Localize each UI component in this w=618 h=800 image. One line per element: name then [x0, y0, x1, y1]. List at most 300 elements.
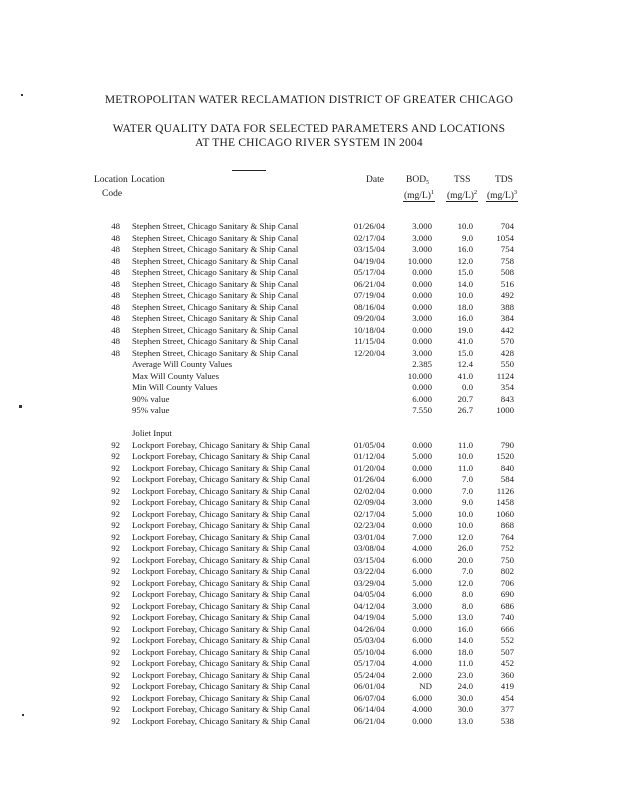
tss-cell: 12.0 — [457, 531, 473, 542]
bod-cell: 3.000 — [412, 313, 432, 323]
tss-cell: 11.0 — [457, 462, 473, 473]
location-code-cell: 92 — [111, 451, 120, 461]
tss-cell: 26.0 — [457, 543, 473, 553]
scan-speck — [21, 94, 23, 96]
summary-label: Min Will County Values — [132, 382, 218, 392]
table-row — [0, 313, 618, 325]
bod-cell: 6.000 — [412, 474, 432, 484]
bod-cell: 3.000 — [412, 600, 432, 611]
tss-cell: 18.0 — [457, 301, 473, 312]
location-cell: Lockport Forebay, Chicago Sanitary & Ship Canal — [132, 600, 311, 611]
tds-cell: 868 — [500, 520, 514, 530]
bod-header-underline — [403, 201, 435, 202]
bod-cell: 0.000 — [412, 290, 432, 300]
table-row — [0, 658, 618, 670]
date-cell: 03/15/04 — [353, 554, 385, 565]
tds-cell: 1458 — [496, 497, 514, 507]
location-cell: Lockport Forebay, Chicago Sanitary & Ship Canal — [132, 462, 311, 473]
location-code-cell: 92 — [111, 554, 120, 565]
table-row — [0, 681, 618, 693]
date-cell: 05/24/04 — [353, 669, 385, 680]
location-code-cell: 48 — [111, 324, 120, 335]
location-header: Location — [131, 175, 165, 185]
location-code-cell: 92 — [111, 474, 120, 484]
date-cell: 04/26/04 — [353, 623, 385, 634]
lockport-forebay-section — [0, 440, 618, 728]
bod-cell: 2.000 — [412, 669, 432, 680]
location-code-cell: 48 — [111, 244, 120, 254]
table-row — [0, 451, 618, 463]
tds-cell: 1124 — [496, 370, 514, 381]
tss-cell: 15.0 — [457, 267, 473, 277]
tss-cell: 15.0 — [457, 347, 473, 358]
date-cell: 01/05/04 — [353, 439, 385, 450]
location-code-cell: 92 — [111, 669, 120, 680]
tds-cell: 1000 — [496, 405, 514, 415]
location-cell: Stephen Street, Chicago Sanitary & Ship Canal — [132, 221, 299, 231]
location-code-cell: 92 — [111, 497, 120, 507]
location-code-cell: 92 — [111, 508, 120, 519]
table-row — [0, 256, 618, 268]
bod-cell: 0.000 — [412, 439, 432, 450]
table-row — [0, 267, 618, 279]
location-cell: Stephen Street, Chicago Sanitary & Ship Canal — [132, 301, 299, 312]
tds-cell: 454 — [500, 692, 514, 703]
table-row — [0, 221, 618, 233]
bod-cell: 6.000 — [412, 554, 432, 565]
location-cell: Lockport Forebay, Chicago Sanitary & Ship Canal — [132, 566, 311, 576]
tss-cell: 7.0 — [462, 474, 473, 484]
tds-cell: 419 — [500, 681, 514, 691]
location-cell: Stephen Street, Chicago Sanitary & Ship Canal — [132, 232, 299, 243]
table-row — [0, 670, 618, 682]
location-code-cell: 92 — [111, 704, 120, 714]
bod-cell: 6.000 — [412, 589, 432, 599]
tds-cell: 507 — [500, 646, 514, 657]
table-row — [0, 612, 618, 624]
tds-cell: 538 — [500, 715, 514, 726]
date-cell: 08/16/04 — [353, 301, 385, 312]
summary-row — [0, 382, 618, 394]
table-row — [0, 302, 618, 314]
bod-cell: 3.000 — [412, 232, 432, 243]
tds-cell: 1126 — [496, 485, 514, 496]
table-row — [0, 463, 618, 475]
date-cell: 04/05/04 — [353, 589, 385, 599]
bod-cell: 6.000 — [412, 692, 432, 703]
table-row — [0, 348, 618, 360]
location-cell: Lockport Forebay, Chicago Sanitary & Ship Canal — [132, 623, 311, 634]
location-cell: Lockport Forebay, Chicago Sanitary & Ship Canal — [132, 474, 311, 484]
tds-cell: 840 — [500, 462, 514, 473]
tds-cell: 758 — [500, 255, 514, 266]
tds-cell: 570 — [500, 336, 514, 346]
summary-row — [0, 371, 618, 383]
table-row — [0, 704, 618, 716]
tss-cell: 10.0 — [457, 221, 473, 231]
location-cell: Lockport Forebay, Chicago Sanitary & Ship Canal — [132, 577, 311, 588]
location-code-cell: 92 — [111, 612, 120, 622]
location-code-cell: 48 — [111, 232, 120, 243]
tds-cell: 516 — [500, 278, 514, 289]
tds-cell: 1054 — [496, 232, 514, 243]
date-cell: 02/09/04 — [353, 497, 385, 507]
location-code-cell: 92 — [111, 646, 120, 657]
location-cell: Lockport Forebay, Chicago Sanitary & Ship Canal — [132, 520, 311, 530]
tds-cell: 552 — [500, 635, 514, 645]
tds-cell: 377 — [500, 704, 514, 714]
bod-cell: 3.000 — [412, 221, 432, 231]
summary-row — [0, 359, 618, 371]
tss-cell: 8.0 — [462, 589, 473, 599]
location-code-cell: 92 — [111, 566, 120, 576]
tds-cell: 360 — [500, 669, 514, 680]
tss-cell: 0.0 — [462, 382, 473, 392]
table-row — [0, 520, 618, 532]
tds-cell: 802 — [500, 566, 514, 576]
date-cell: 01/12/04 — [353, 451, 385, 461]
table-row — [0, 716, 618, 728]
bod-cell: 0.000 — [412, 715, 432, 726]
location-cell: Lockport Forebay, Chicago Sanitary & Ship Canal — [132, 704, 311, 714]
bod-cell: 5.000 — [412, 508, 432, 519]
location-cell: Lockport Forebay, Chicago Sanitary & Ship Canal — [132, 589, 311, 599]
location-cell: Lockport Forebay, Chicago Sanitary & Ship Canal — [132, 715, 311, 726]
date-cell: 04/19/04 — [353, 612, 385, 622]
tss-cell: 12.0 — [457, 255, 473, 266]
tss-cell: 14.0 — [457, 635, 473, 645]
bod-cell: 7.000 — [412, 531, 432, 542]
tss-units-header: $(mg/L)^2$ — [447, 189, 478, 202]
bod-cell: 6.000 — [412, 646, 432, 657]
tss-cell: 18.0 — [457, 646, 473, 657]
date-cell: 09/20/04 — [353, 313, 385, 323]
location-code-cell: 48 — [111, 347, 120, 358]
table-row — [0, 589, 618, 601]
will-county-summary — [0, 359, 618, 417]
table-row — [0, 532, 618, 544]
bod-cell: 0.000 — [412, 623, 432, 634]
tds-header: TDS — [495, 175, 513, 185]
stephen-street-section — [0, 221, 618, 359]
bod-cell: 6.000 — [412, 566, 432, 576]
table-row — [0, 325, 618, 337]
bod-cell: 6.000 — [412, 393, 432, 404]
bod-cell: 7.550 — [412, 405, 432, 415]
bod-units-header: $(mg/L)^1$ — [404, 189, 435, 202]
tss-header: TSS — [454, 175, 471, 185]
date-cell: 11/15/04 — [354, 336, 385, 346]
date-cell: 05/17/04 — [353, 267, 385, 277]
tss-cell: 24.0 — [457, 681, 473, 691]
bod-header: BOD₅ — [406, 175, 430, 185]
date-cell: 12/20/04 — [353, 347, 385, 358]
organization-title: METROPOLITAN WATER RECLAMATION DISTRICT OF GREATER CHICAGO — [104, 94, 514, 106]
bod-cell: 3.000 — [412, 497, 432, 507]
location-cell: Lockport Forebay, Chicago Sanitary & Ship Canal — [132, 692, 311, 703]
location-cell: Stephen Street, Chicago Sanitary & Ship Canal — [132, 255, 299, 266]
location-cell: Lockport Forebay, Chicago Sanitary & Ship Canal — [132, 508, 311, 519]
location-cell: Lockport Forebay, Chicago Sanitary & Ship Canal — [132, 612, 311, 622]
location-code-cell: 92 — [111, 681, 120, 691]
bod-cell: 4.000 — [412, 658, 432, 668]
tds-cell: 764 — [500, 531, 514, 542]
report-title-line-2: AT THE CHICAGO RIVER SYSTEM IN 2004 — [195, 137, 423, 149]
bod-cell: ND — [419, 681, 432, 691]
location-code-cell: 92 — [111, 623, 120, 634]
tds-units-header: $(mg/L)^3$ — [487, 189, 518, 202]
table-row — [0, 578, 618, 590]
date-cell: 06/01/04 — [353, 681, 385, 691]
bod-cell: 10.000 — [407, 255, 432, 266]
tds-cell: 354 — [500, 382, 514, 392]
location-code-cell: 92 — [111, 577, 120, 588]
tss-cell: 7.0 — [462, 485, 473, 496]
tss-cell: 20.0 — [457, 554, 473, 565]
location-code-cell: 92 — [111, 715, 120, 726]
bod-cell: 3.000 — [412, 347, 432, 358]
date-cell: 01/20/04 — [353, 462, 385, 473]
tds-cell: 584 — [500, 474, 514, 484]
tds-cell: 706 — [500, 577, 514, 588]
location-cell: Stephen Street, Chicago Sanitary & Ship Canal — [132, 267, 299, 277]
location-cell: Lockport Forebay, Chicago Sanitary & Ship Canal — [132, 554, 311, 565]
location-cell: Lockport Forebay, Chicago Sanitary & Ship Canal — [132, 485, 311, 496]
tss-cell: 41.0 — [457, 370, 473, 381]
summary-label: 95% value — [132, 405, 170, 415]
tds-cell: 508 — [500, 267, 514, 277]
date-cell: 06/07/04 — [353, 692, 385, 703]
date-cell: 06/14/04 — [353, 704, 385, 714]
location-cell: Stephen Street, Chicago Sanitary & Ship Canal — [132, 324, 299, 335]
scan-speck — [22, 714, 24, 716]
location-code-cell: 48 — [111, 278, 120, 289]
bod-cell: 0.000 — [412, 278, 432, 289]
location-cell: Stephen Street, Chicago Sanitary & Ship Canal — [132, 313, 299, 323]
bod-cell: 2.385 — [412, 359, 432, 369]
location-cell: Lockport Forebay, Chicago Sanitary & Ship Canal — [132, 497, 311, 507]
location-cell: Lockport Forebay, Chicago Sanitary & Ship Canal — [132, 681, 311, 691]
tds-cell: 666 — [500, 623, 514, 634]
tss-cell: 12.0 — [457, 577, 473, 588]
tds-cell: 428 — [500, 347, 514, 358]
section-subheader — [0, 428, 618, 440]
table-row — [0, 566, 618, 578]
bod-cell: 5.000 — [412, 451, 432, 461]
summary-row — [0, 405, 618, 417]
tss-cell: 30.0 — [457, 704, 473, 714]
date-cell: 02/17/04 — [353, 508, 385, 519]
location-code-cell: 48 — [111, 336, 120, 346]
table-row — [0, 279, 618, 291]
table-row — [0, 543, 618, 555]
tds-cell: 550 — [500, 359, 514, 369]
bod-cell: 10.000 — [407, 370, 432, 381]
location-cell: Stephen Street, Chicago Sanitary & Ship Canal — [132, 336, 299, 346]
data-table — [0, 221, 618, 727]
tss-cell: 16.0 — [457, 244, 473, 254]
date-cell: 03/01/04 — [353, 531, 385, 542]
date-cell: 01/26/04 — [353, 221, 385, 231]
location-code-header-line-2: Code — [102, 189, 123, 199]
tds-cell: 1520 — [496, 451, 514, 461]
tds-header-underline — [486, 201, 518, 202]
location-code-cell: 92 — [111, 635, 120, 645]
date-cell: 04/12/04 — [353, 600, 385, 611]
table-row — [0, 233, 618, 245]
summary-label: Average Will County Values — [132, 359, 233, 369]
date-cell: 05/10/04 — [353, 646, 385, 657]
tss-cell: 19.0 — [457, 324, 473, 335]
bod-cell: 0.000 — [412, 301, 432, 312]
table-row — [0, 555, 618, 567]
date-cell: 02/23/04 — [353, 520, 385, 530]
date-cell: 05/03/04 — [353, 635, 385, 645]
table-row — [0, 336, 618, 348]
location-cell: Lockport Forebay, Chicago Sanitary & Ship Canal — [132, 543, 311, 553]
location-code-cell: 48 — [111, 301, 120, 312]
date-cell: 03/08/04 — [353, 543, 385, 553]
table-row — [0, 290, 618, 302]
tds-cell: 384 — [500, 313, 514, 323]
location-code-cell: 48 — [111, 221, 120, 231]
date-cell: 01/26/04 — [353, 474, 385, 484]
date-header: Date — [366, 175, 384, 185]
location-code-cell: 92 — [111, 439, 120, 450]
location-cell: Stephen Street, Chicago Sanitary & Ship Canal — [132, 290, 299, 300]
table-row — [0, 509, 618, 521]
location-code-cell: 48 — [111, 267, 120, 277]
tss-cell: 10.0 — [457, 508, 473, 519]
tds-cell: 452 — [500, 658, 514, 668]
bod-cell: 0.000 — [412, 267, 432, 277]
location-cell: Stephen Street, Chicago Sanitary & Ship Canal — [132, 347, 299, 358]
tss-cell: 10.0 — [457, 290, 473, 300]
bod-cell: 0.000 — [412, 382, 432, 392]
tss-cell: 10.0 — [457, 520, 473, 530]
tss-cell: 16.0 — [457, 623, 473, 634]
tss-cell: 30.0 — [457, 692, 473, 703]
tds-cell: 388 — [500, 301, 514, 312]
date-cell: 06/21/04 — [353, 278, 385, 289]
date-cell: 03/29/04 — [353, 577, 385, 588]
summary-label: Max Will County Values — [132, 370, 220, 381]
bod-cell: 6.000 — [412, 635, 432, 645]
table-row — [0, 244, 618, 256]
location-cell: Lockport Forebay, Chicago Sanitary & Ship Canal — [132, 635, 311, 645]
tss-cell: 20.7 — [457, 393, 473, 404]
tss-cell: 13.0 — [457, 612, 473, 622]
date-cell: 04/19/04 — [353, 255, 385, 266]
date-cell: 03/15/04 — [353, 244, 385, 254]
tss-cell: 8.0 — [462, 600, 473, 611]
table-row — [0, 693, 618, 705]
table-row — [0, 440, 618, 452]
table-row — [0, 497, 618, 509]
location-code-cell: 92 — [111, 658, 120, 668]
joliet-input-label: Joliet Input — [132, 428, 172, 438]
tds-cell: 442 — [500, 324, 514, 335]
location-cell: Stephen Street, Chicago Sanitary & Ship Canal — [132, 244, 299, 254]
tss-cell: 16.0 — [457, 313, 473, 323]
location-cell: Lockport Forebay, Chicago Sanitary & Ship Canal — [132, 531, 311, 542]
bod-cell: 5.000 — [412, 577, 432, 588]
bod-cell: 0.000 — [412, 336, 432, 346]
location-code-cell: 92 — [111, 531, 120, 542]
date-cell: 10/18/04 — [353, 324, 385, 335]
summary-row — [0, 394, 618, 406]
table-row — [0, 624, 618, 636]
tss-header-underline — [446, 201, 478, 202]
tss-cell: 11.0 — [457, 439, 473, 450]
tss-cell: 11.0 — [457, 658, 473, 668]
tds-cell: 754 — [500, 244, 514, 254]
location-cell: Stephen Street, Chicago Sanitary & Ship Canal — [132, 278, 299, 289]
tds-cell: 690 — [500, 589, 514, 599]
table-row — [0, 647, 618, 659]
location-code-header: Location — [94, 175, 128, 185]
report-title-line-1: WATER QUALITY DATA FOR SELECTED PARAMETERS AND LOCATIONS — [112, 123, 506, 135]
location-code-cell: 92 — [111, 600, 120, 611]
date-cell: 06/21/04 — [353, 715, 385, 726]
table-row — [0, 635, 618, 647]
date-cell: 02/17/04 — [353, 232, 385, 243]
tss-cell: 12.4 — [457, 359, 473, 369]
tds-cell: 740 — [500, 612, 514, 622]
table-row — [0, 486, 618, 498]
bod-cell: 3.000 — [412, 244, 432, 254]
tss-cell: 41.0 — [457, 336, 473, 346]
location-code-cell: 92 — [111, 692, 120, 703]
location-cell: Lockport Forebay, Chicago Sanitary & Ship Canal — [132, 669, 311, 680]
tds-cell: 752 — [500, 543, 514, 553]
location-code-cell: 92 — [111, 462, 120, 473]
location-code-cell: 92 — [111, 589, 120, 599]
bod-cell: 0.000 — [412, 462, 432, 473]
location-code-cell: 92 — [111, 485, 120, 496]
tss-cell: 14.0 — [457, 278, 473, 289]
date-cell: 02/02/04 — [353, 485, 385, 496]
bod-cell: 5.000 — [412, 612, 432, 622]
location-code-cell: 48 — [111, 313, 120, 323]
location-code-cell: 92 — [111, 520, 120, 530]
tds-cell: 492 — [500, 290, 514, 300]
location-cell: Lockport Forebay, Chicago Sanitary & Ship Canal — [132, 646, 311, 657]
tds-cell: 1060 — [496, 508, 514, 519]
location-cell: Lockport Forebay, Chicago Sanitary & Ship Canal — [132, 439, 311, 450]
table-row — [0, 601, 618, 613]
bod-cell: 4.000 — [412, 704, 432, 714]
table-row — [0, 474, 618, 486]
date-cell: 03/22/04 — [353, 566, 385, 576]
tss-cell: 13.0 — [457, 715, 473, 726]
tss-cell: 7.0 — [462, 566, 473, 576]
tds-cell: 686 — [500, 600, 514, 611]
bod-cell: 0.000 — [412, 324, 432, 335]
bod-cell: 0.000 — [412, 520, 432, 530]
summary-label: 90% value — [132, 393, 170, 404]
tds-cell: 704 — [500, 221, 514, 231]
bod-cell: 4.000 — [412, 543, 432, 553]
location-code-cell: 48 — [111, 255, 120, 266]
tds-cell: 750 — [500, 554, 514, 565]
location-code-cell: 92 — [111, 543, 120, 553]
tss-cell: 23.0 — [457, 669, 473, 680]
location-cell: Lockport Forebay, Chicago Sanitary & Ship Canal — [132, 658, 311, 668]
tds-cell: 843 — [500, 393, 514, 404]
location-code-cell: 48 — [111, 290, 120, 300]
header-rule — [232, 170, 266, 171]
